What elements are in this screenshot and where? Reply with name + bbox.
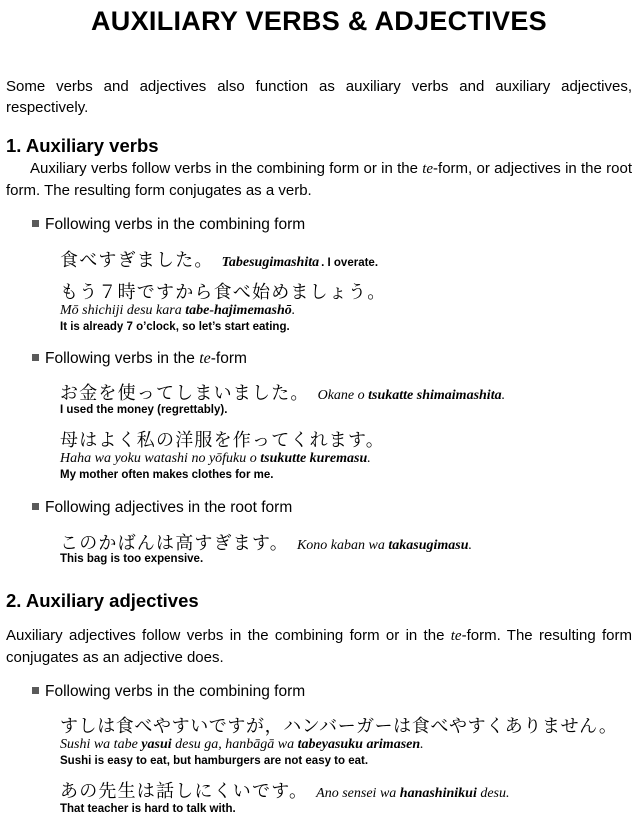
bullet-label: Following verbs in the combining form bbox=[45, 216, 306, 233]
bullet-verbs-combining-form-2 bbox=[32, 683, 305, 701]
example-4-romaji bbox=[60, 451, 371, 467]
romaji-part: Sushi wa tabe bbox=[60, 737, 142, 752]
romaji-part: Kono kaban wa bbox=[296, 538, 389, 553]
romaji-bold: hanashinikui bbox=[399, 786, 477, 801]
example-4-japanese: 母はよく私の洋服を作ってくれます。 bbox=[60, 430, 385, 451]
intro-paragraph: Some verbs and adjectives also function as auxiliary verbs and auxiliary adjectives, respectively. bbox=[6, 78, 632, 116]
example-2-japanese: もう７時ですから食べ始めましょう。 bbox=[60, 282, 387, 303]
example-romaji-bold: Tabesugimashita bbox=[221, 255, 320, 270]
section1-paragraph bbox=[6, 158, 632, 201]
romaji-part: . bbox=[468, 538, 472, 553]
example-romaji bbox=[318, 388, 505, 403]
bullet-square-icon bbox=[32, 687, 39, 694]
example-5 bbox=[60, 529, 472, 555]
bullet-label-te: te bbox=[199, 350, 211, 367]
section2-paragraph bbox=[6, 625, 632, 668]
romaji-part: Mō shichiji desu kara bbox=[60, 303, 186, 318]
bullet-adjectives-root-form bbox=[32, 499, 292, 517]
example-1 bbox=[60, 246, 378, 272]
example-4-english: My mother often makes clothes for me. bbox=[60, 469, 274, 481]
example-japanese: このかばんは高すぎます。 bbox=[60, 533, 289, 554]
section-heading-auxiliary-adjectives: 2. Auxiliary adjectives bbox=[6, 590, 199, 611]
bullet-square-icon bbox=[32, 354, 39, 361]
example-romaji bbox=[316, 786, 509, 801]
page-title: AUXILIARY VERBS & ADJECTIVES bbox=[91, 6, 547, 36]
example-7 bbox=[60, 777, 510, 803]
romaji-part: . bbox=[291, 303, 296, 318]
romaji-part: Ano sensei wa bbox=[316, 786, 400, 801]
romaji-part: . bbox=[367, 451, 371, 466]
section1-paragraph-text-a: Auxiliary verbs follow verbs in the combining form or in the bbox=[30, 160, 423, 177]
romaji-bold: tabeyasuku arimasen bbox=[297, 737, 421, 752]
section1-paragraph-te: te bbox=[422, 161, 434, 177]
example-5-english: This bag is too expensive. bbox=[60, 553, 204, 565]
example-english: . I overate. bbox=[321, 257, 379, 269]
bullet-verbs-te-form bbox=[32, 350, 247, 368]
romaji-part: desu. bbox=[476, 786, 510, 801]
example-6-english: Sushi is easy to eat, but hamburgers are not easy to eat. bbox=[60, 755, 369, 767]
example-japanese: お金を使ってしまいました。 bbox=[60, 383, 310, 404]
example-2-english: It is already 7 o’clock, so let’s start eating. bbox=[60, 321, 290, 333]
bullet-label: Following adjectives in the root form bbox=[45, 499, 293, 516]
bullet-verbs-combining-form bbox=[32, 216, 305, 234]
example-japanese: あの先生は話しにくいです。 bbox=[60, 781, 309, 802]
romaji-part: . bbox=[501, 388, 506, 403]
example-3 bbox=[60, 379, 505, 405]
romaji-part: desu ga, hanbāgā wa bbox=[171, 737, 298, 752]
example-romaji bbox=[222, 255, 320, 270]
example-romaji bbox=[297, 538, 472, 553]
bullet-square-icon bbox=[32, 220, 39, 227]
example-6-romaji bbox=[60, 737, 424, 753]
bullet-square-icon bbox=[32, 503, 39, 510]
example-7-english: That teacher is hard to talk with. bbox=[60, 803, 236, 815]
section2-paragraph-text-b: -form. The resulting form conjugates as an adjective does. bbox=[6, 627, 632, 666]
example-6-japanese: すしは食べやすいですが，ハンバーガーは食べやすくありません。 bbox=[60, 716, 618, 737]
example-3-english: I used the money (regrettably). bbox=[60, 404, 228, 416]
section2-paragraph-text-a: Auxiliary adjectives follow verbs in the combining form or in the bbox=[6, 627, 451, 644]
romaji-bold: tsukatte shimaimashita bbox=[368, 388, 502, 403]
example-japanese: 食べすぎました。 bbox=[60, 250, 214, 271]
bullet-label: -form bbox=[210, 350, 247, 367]
romaji-bold: tsukutte kuremasu bbox=[260, 451, 368, 466]
romaji-part: . bbox=[420, 737, 424, 752]
bullet-label: Following verbs in the bbox=[45, 350, 200, 367]
example-2-romaji bbox=[60, 303, 295, 319]
romaji-bold: yasui bbox=[141, 737, 172, 752]
bullet-label: Following verbs in the combining form bbox=[45, 683, 306, 700]
romaji-part: Okane o bbox=[317, 388, 369, 403]
romaji-bold: tabe-hajimemashō bbox=[185, 303, 292, 318]
romaji-bold: takasugimasu bbox=[388, 538, 469, 553]
romaji-part: Haha wa yoku watashi no yōfuku o bbox=[60, 451, 261, 466]
section1-paragraph-text-b: -form, or adjectives in the root form. The resulting form conjugates as a verb. bbox=[6, 160, 632, 199]
section-heading-auxiliary-verbs: 1. Auxiliary verbs bbox=[6, 135, 159, 156]
section2-paragraph-te: te bbox=[450, 628, 462, 644]
